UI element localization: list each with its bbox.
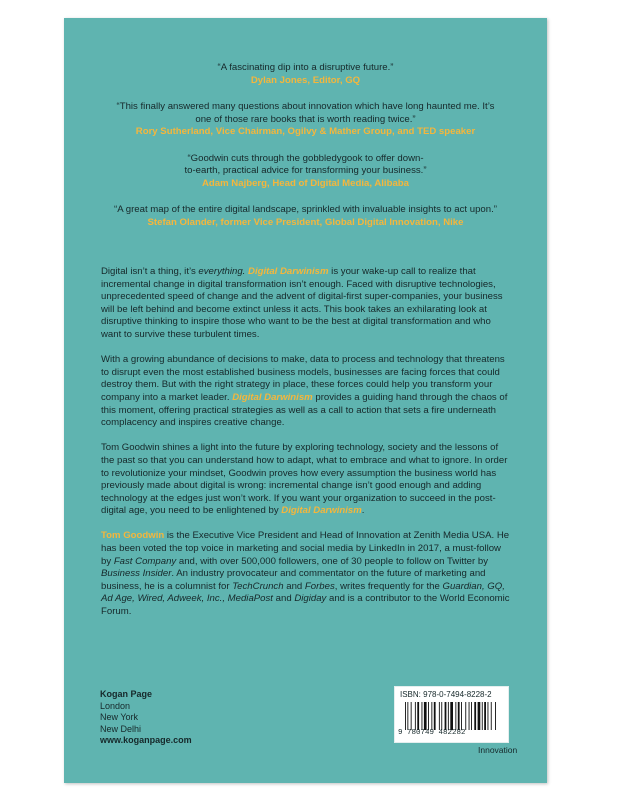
barcode-bar [458, 702, 460, 730]
endorsement-quote [74, 153, 537, 191]
blurb-paragraph-2: With a growing abundance of decisions to make, data to process and technology that threatens to disrupt even the most established business models, businesses are facing forces that could destroy them. But with the right strategy in place, these forces could help you transform your company into a market leader. Digital Darwinism provides a guiding hand through the chaos of this moment, offering practical strategies as well as a call to action that sets a fire underneath complacency and inspires creative change. [101, 354, 508, 429]
book-title: Digital Darwinism [232, 391, 313, 403]
barcode-bar [448, 702, 449, 730]
barcode-bar [469, 702, 470, 730]
book-back-cover [64, 18, 547, 783]
publisher-info [100, 689, 192, 747]
blurb-paragraph-1: Digital isn’t a thing, it’s everything. Digital Darwinism is your wake-up call to realize that incremental change in digital transformation isn’t enough. Faced with disruptive technologies, unprecedented speed of change and the advent of digital-first super-companies, your business will be left behind and become extinct unless it acts. This book takes an exhilarating look at disruptive thinking to inspire those who want to be the best at digital transformation and who want to survive these turbulent times. [101, 266, 503, 340]
quote-attribution: Rory Sutherland, Vice Chairman, Ogilvy & Mather Group, and TED speaker [135, 126, 476, 137]
barcode-bar [488, 702, 489, 730]
barcode-bar [417, 702, 419, 730]
barcode-bar [491, 702, 492, 730]
quote-attribution: Adam Najberg, Head of Digital Media, Alibaba [201, 177, 409, 189]
quote-attribution: Dylan Jones, Editor, GQ [250, 74, 361, 86]
book-title: Digital Darwinism [281, 505, 362, 517]
publisher-city: New Delhi [100, 723, 142, 734]
barcode-digits: 9 780749 482282 [398, 729, 466, 737]
endorsement-quote [74, 204, 537, 229]
barcode-bar [465, 702, 466, 730]
author-name: Tom Goodwin [101, 530, 165, 542]
barcode-bar [455, 702, 456, 730]
quote-attribution: Stefan Olander, former Vice President, Global Digital Innovation, Nike [147, 216, 464, 228]
barcode-bar [484, 702, 486, 730]
barcode-bar [434, 702, 436, 730]
publisher-city: London [100, 700, 131, 711]
barcode-bar [471, 702, 472, 730]
barcode-bar [478, 702, 481, 730]
barcode-panel [394, 686, 509, 743]
barcode-bar [461, 702, 462, 730]
barcode-bar [424, 702, 427, 730]
barcode-bar [407, 702, 408, 730]
publisher-city: New York [100, 712, 139, 723]
barcode-bar [405, 702, 406, 730]
blurb [101, 266, 512, 631]
quote-text: “This finally answered many questions about innovation which have long haunted me. It’s one of those rare books that is worth reading twice.” [116, 101, 495, 125]
blurb-paragraph-3: Tom Goodwin shines a light into the future by exploring technology, society and the lessons of the past so that you can understand how to adapt, what to embrace and what to ignore. In order to revolutionize your mindset, Goodwin proves how every assumption the business world has previously made about digital is wrong: incremental change isn’t good enough and adding technology at the edges just won’t work. If you want your organization to succeed in the post-digital age, you need to be enlightened by Digital Darwinism. [101, 442, 508, 517]
barcode-bar [445, 702, 447, 730]
barcode-bar [439, 702, 440, 730]
endorsement-quote [74, 101, 537, 139]
endorsement-quotes [74, 62, 537, 243]
endorsement-quote [74, 62, 537, 87]
barcode-bar [428, 702, 429, 730]
quote-text: “A great map of the entire digital landscape, sprinkled with invaluable insights to act upon.” [114, 204, 497, 215]
quote-text: “Goodwin cuts through the gobbledygook to offer down-to-earth, practical advice for transforming your business.” [184, 152, 427, 176]
barcode-icon [405, 702, 501, 730]
barcode-bar [482, 702, 483, 730]
barcode-bar [450, 702, 453, 730]
barcode-bar [474, 702, 476, 730]
barcode-bar [411, 702, 412, 730]
category-label: Innovation [478, 745, 518, 755]
barcode-bar [441, 702, 442, 730]
author-bio: Tom Goodwin is the Executive Vice President and Head of Innovation at Zenith Media USA. He has been voted the top voice in marketing and social media by LinkedIn in 2017, a must-follow by Fast Company and, with over 500,000 followers, one of 30 people to follow on Twitter by Business Insider. An industry provocateur and commentator on the future of marketing and business, he is a columnist for TechCrunch and Forbes, writes frequently for the Guardian, GQ, Ad Age, Wired, Adweek, Inc., MediaPost and Digiday and is a contributor to the World Economic Forum. [101, 530, 510, 618]
barcode-bar [431, 702, 432, 730]
publisher-name: Kogan Page [100, 689, 153, 699]
publisher-url[interactable]: www.koganpage.com [100, 735, 192, 746]
barcode-bar [495, 702, 496, 730]
book-title: Digital Darwinism [248, 266, 329, 277]
quote-text: “A fascinating dip into a disruptive future.” [217, 62, 394, 73]
isbn-text: ISBN: 978-0-7494-8228-2 [400, 690, 492, 699]
barcode-bar [415, 702, 416, 730]
barcode-bar [422, 702, 423, 730]
